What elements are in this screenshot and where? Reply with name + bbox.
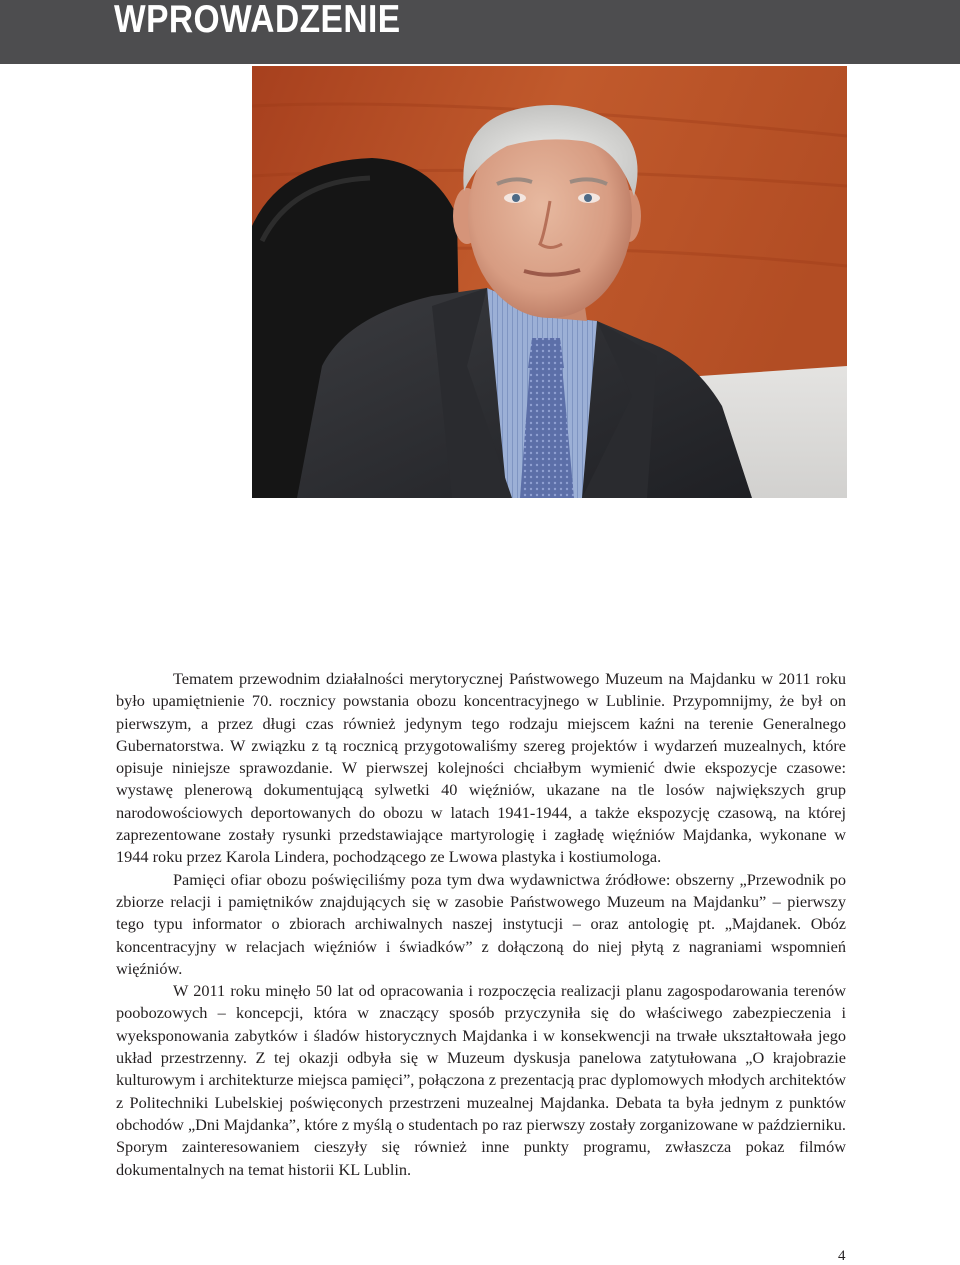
paragraph-2: Pamięci ofiar obozu poświęciliśmy poza tym dwa wydawnictwa źródłowe: obszerny „Przewodnik po zbiorze relacji i pamiętników znajdujących się w zasobie Państwowego Muzeum na Majdanku” – pierwszy tego typu informator o zbiorach archiwalnych naszej instytucji – oraz antologię pt. „Majdanek. Obóz koncentracyjny w relacjach więźniów i świadków” z dołączoną do niej płytą z nagraniami wspomnień więźniów. [116,869,846,978]
paragraph-1: Tematem przewodnim działalności merytorycznej Państwowego Muzeum na Majdanku w 2011 roku było upamiętnienie 70. rocznicy powstania obozu koncentracyjnego w Lublinie. Przypomnijmy, że był on pierwszym, a przez długi czas również jedynym tego rodzaju miejscem kaźni na terenie Generalnego Gubernatorstwa. W związku z tą rocznicą przygotowaliśmy szereg projektów i wydarzeń muzealnych, które opisuje niniejsze sprawozdanie. W pierwszej kolejności chciałbym wymienić dwie ekspozycje czasowe: wystawę plenerową dokumentującą sylwetki 40 więźniów, ukazane na tle losów największych grup narodowościowych deportowanych do obozu w latach 1941-1944, a także ekspozycję czasową, na której zaprezentowane zostały rysunki przedstawiające martyrologię i zagładę więźniów Majdanka, wykonane w 1944 roku przez Karola Lindera, pochodzącego ze Lwowa plastyka i kostiumologa. [116,669,846,867]
page-title: WPROWADZENIE [114,0,401,41]
portrait-photo [252,66,847,498]
body-text [116,668,846,1181]
paragraph-3: W 2011 roku minęło 50 lat od opracowania i rozpoczęcia realizacji planu zagospodarowania terenów poobozowych – koncepcji, która w znaczący sposób przyczyniła się do właściwego zabezpieczenia i wyeksponowania zabytków i śladów historycznych Majdanka i w konsekwencji na trwałe ukształtowała jego układ przestrzenny. Z tej okazji odbyła się w Muzeum dyskusja panelowa zatytułowana „O krajobrazie kulturowym i architekturze miejsca pamięci”, połączona z prezentacją prac dyplomowych młodych architektów z Politechniki Lubelskiej poświęconych przestrzeni muzealnej Majdanka. Debata ta była jednym z punktów obchodów „Dni Majdanka”, które z myślą o studentach po raz pierwszy zostały zorganizowane w październiku. Sporym zainteresowaniem cieszyły się również inne punkty programu, zwłaszcza pokaz filmów dokumentalnych na temat historii KL Lublin. [116,981,846,1179]
page-number: 4 [838,1248,846,1264]
